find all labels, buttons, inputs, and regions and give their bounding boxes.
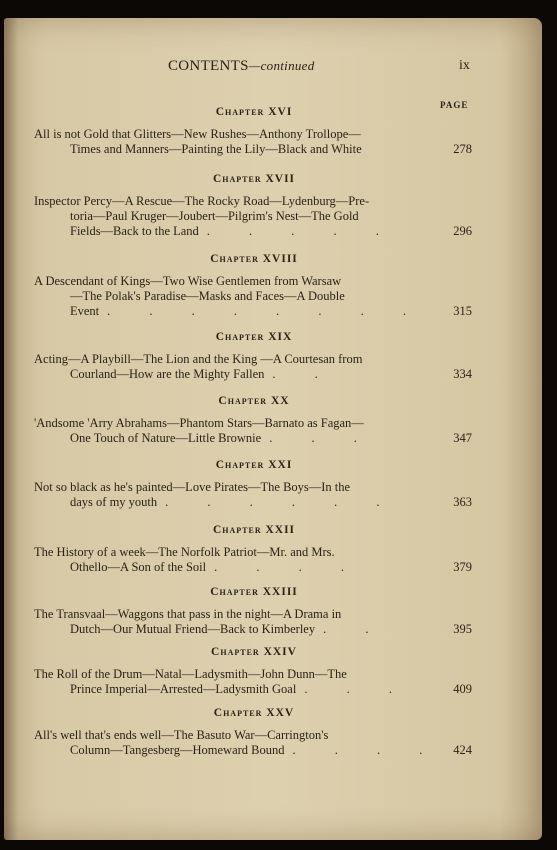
description-line (34, 682, 424, 697)
description-line (34, 667, 424, 682)
chapter-entry (34, 524, 474, 575)
description-text: Prince Imperial—Arrested—Ladysmith Goal (70, 682, 297, 696)
dot-leader: . . (272, 367, 336, 381)
chapter-page-number: 363 (453, 495, 472, 509)
contents-continued-text: —continued (248, 58, 315, 73)
description-line (34, 622, 424, 637)
chapter-heading: Chapter XXIII (210, 586, 298, 598)
description-line (34, 743, 441, 758)
description-text: Fields—Back to the Land (70, 224, 199, 238)
chapter-heading: Chapter XXV (213, 707, 295, 719)
description-line (34, 416, 424, 431)
description-text: Acting—A Playbill—The Lion and the King —A Courtesan from (34, 352, 363, 366)
chapter-page-number: 278 (453, 142, 472, 156)
chapter-page-number: 296 (453, 224, 472, 238)
description-text: A Descendant of Kings—Two Wise Gentlemen from Warsaw (34, 274, 342, 288)
description-line (34, 224, 424, 239)
description-text: The Roll of the Drum—Natal—Ladysmith—John Dunn—The (34, 667, 347, 681)
description-text: Inspector Percy—A Rescue—The Rocky Road—Lydenburg—Pre- (34, 194, 370, 208)
chapter-description (34, 127, 474, 157)
chapter-heading: Chapter XVI (215, 106, 293, 118)
description-line (34, 560, 424, 575)
chapter-entry (34, 707, 474, 758)
description-text: All's well that's ends well—The Basuto War—Carrington's (34, 728, 329, 742)
chapter-heading: Chapter XX (218, 395, 290, 407)
chapter-heading: Chapter XVIII (210, 253, 298, 265)
description-line (34, 431, 424, 446)
dot-leader: . . . . (292, 743, 441, 757)
dot-leader: . . . (304, 682, 410, 696)
description-text: Not so black as he's painted—Love Pirates—The Boys—In the (34, 480, 351, 494)
chapter-description (34, 728, 474, 758)
chapter-page-number: 395 (453, 622, 472, 636)
description-line (34, 209, 424, 224)
chapter-page-number: 334 (453, 367, 472, 381)
chapter-description (34, 274, 474, 319)
chapter-description (34, 667, 474, 697)
chapter-heading: Chapter XIX (215, 331, 293, 343)
chapter-heading: Chapter XVII (212, 173, 296, 185)
description-text: Event (70, 304, 100, 318)
chapter-description (34, 607, 474, 637)
description-line (34, 728, 424, 743)
chapter-page-number: 347 (453, 431, 472, 445)
description-text: Times and Manners—Painting the Lily—Black and White (70, 142, 362, 156)
chapter-page-number: 424 (453, 743, 472, 757)
chapter-entry (34, 253, 474, 319)
chapter-page-number: 315 (453, 304, 472, 318)
description-line (34, 495, 424, 510)
description-line (34, 545, 424, 560)
description-text: Courland—How are the Mighty Fallen (70, 367, 265, 381)
chapter-description (34, 480, 474, 510)
description-line (34, 274, 424, 289)
page-column-label: PAGE (440, 100, 469, 110)
description-text: Othello—A Son of the Soil (70, 560, 207, 574)
chapter-description (34, 545, 474, 575)
description-line (34, 304, 424, 319)
dot-leader: . . . . . (206, 224, 397, 238)
dot-leader: . . . . . . . . (107, 304, 425, 318)
chapter-page-number: 379 (453, 560, 472, 574)
chapter-entry (34, 646, 474, 697)
description-line (34, 127, 424, 142)
chapter-entry (34, 331, 474, 382)
contents-title-text: CONTENTS (168, 58, 249, 74)
chapter-heading: Chapter XXI (215, 459, 293, 471)
description-text: —The Polak's Paradise—Masks and Faces—A Double (70, 289, 345, 303)
description-text: days of my youth (70, 495, 158, 509)
chapter-entry (34, 173, 474, 239)
chapter-heading: Chapter XXIV (211, 646, 297, 658)
description-line (34, 194, 424, 209)
description-text: The History of a week—The Norfolk Patriot—Mr. and Mrs. (34, 545, 335, 559)
description-text: All is not Gold that Glitters—New Rushes—Anthony Trollope— (34, 127, 361, 141)
description-line (34, 142, 424, 157)
chapter-page-number: 409 (453, 682, 472, 696)
description-line (34, 607, 424, 622)
chapter-entry (34, 459, 474, 510)
dot-leader: . . . . . . (165, 495, 398, 509)
chapter-description (34, 416, 474, 446)
dot-leader: . . . (269, 431, 375, 445)
dot-leader: . . (323, 622, 387, 636)
contents-title (168, 58, 315, 75)
description-text: The Transvaal—Waggons that pass in the night—A Drama in (34, 607, 342, 621)
description-text: 'Andsome 'Arry Abrahams—Phantom Stars—Barnato as Fagan— (34, 416, 364, 430)
dot-leader: . . . . (214, 560, 362, 574)
description-line (34, 367, 424, 382)
chapter-description (34, 352, 474, 382)
book-page (4, 18, 542, 840)
description-line (34, 352, 424, 367)
description-text: Dutch—Our Mutual Friend—Back to Kimberley (70, 622, 316, 636)
chapter-heading: Chapter XXII (212, 524, 296, 536)
chapter-entry (34, 586, 474, 637)
description-line (34, 480, 424, 495)
description-text: toria—Paul Kruger—Joubert—Pilgrim's Nest—The Gold (70, 209, 359, 223)
description-text: Column—Tangesberg—Homeward Bound (70, 743, 285, 757)
page-number: ix (459, 58, 470, 73)
description-text: One Touch of Nature—Little Brownie (70, 431, 262, 445)
chapter-description (34, 194, 474, 239)
chapter-entry (34, 395, 474, 446)
chapter-entry (34, 106, 474, 157)
description-line (34, 289, 424, 304)
